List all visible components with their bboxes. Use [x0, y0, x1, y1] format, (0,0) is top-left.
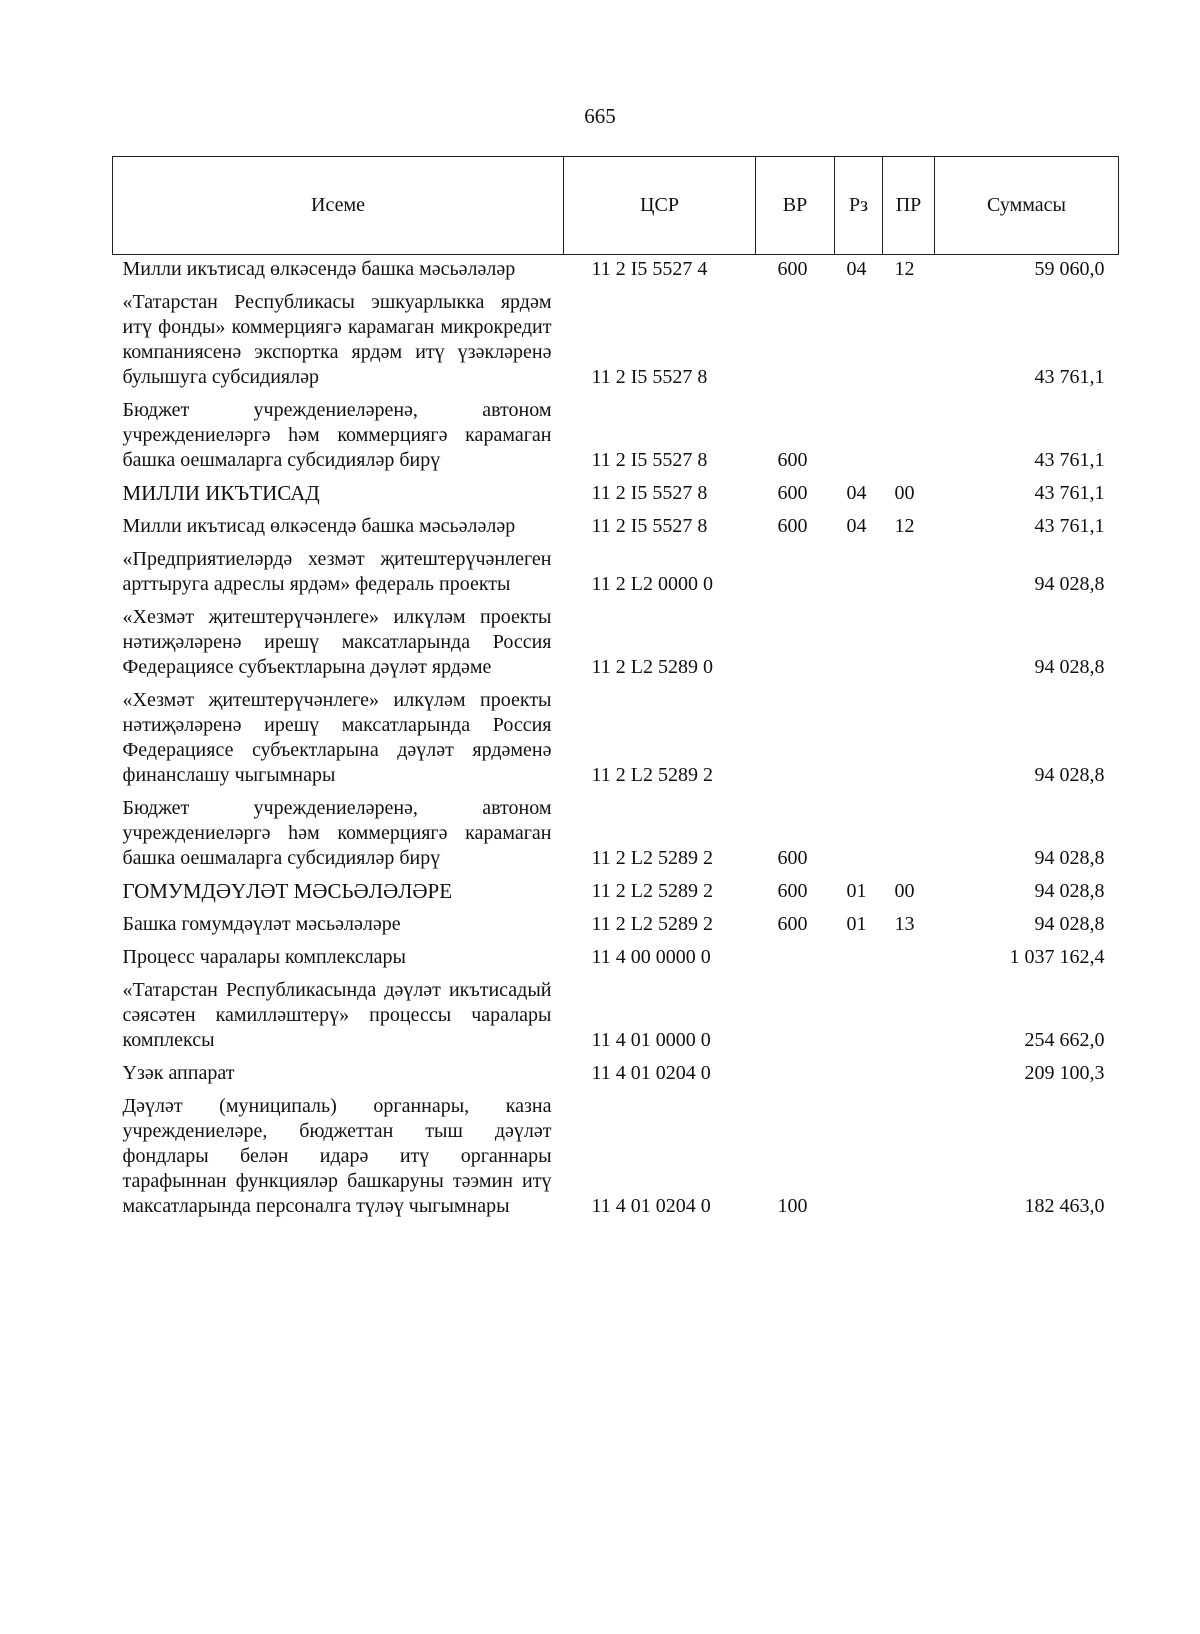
table-row — [113, 912, 1119, 945]
cell-name: «Татарстан Республикасында дәүләт икътисадый сәясәтен камилләштерү» процессы чаралары комплексы — [122, 979, 552, 1051]
cell-name: «Хезмәт җитештерүчәнлеге» илкүләм проекты нәтиҗәләренә ирешү максатларында Россия Федерациясе субъектларына дәүләт ярдәменә финанслашу чыгымнары — [122, 689, 552, 786]
cell-pr: 00 — [894, 482, 915, 504]
table-row — [113, 1094, 1119, 1227]
cell-csr: 11 4 01 0000 0 — [591, 1029, 711, 1051]
table-row — [113, 978, 1119, 1061]
cell-pr: 13 — [894, 913, 915, 935]
cell-vr — [756, 290, 835, 398]
cell-pr — [883, 290, 935, 398]
cell-vr: 600 — [777, 880, 808, 902]
header-vr: ВР — [756, 157, 835, 255]
cell-name: Милли икътисад өлкәсендә башка мәсьәләләр — [122, 515, 516, 537]
header-sum: Суммасы — [935, 157, 1119, 255]
page-number: 665 — [584, 104, 616, 128]
table-row — [113, 945, 1119, 978]
table-row — [113, 398, 1119, 481]
cell-rz — [835, 688, 883, 796]
cell-vr: 600 — [777, 482, 808, 504]
cell-sum: 43 761,1 — [1034, 366, 1105, 388]
header-csr: ЦСР — [564, 157, 756, 255]
budget-table — [112, 156, 1119, 1227]
cell-vr — [756, 547, 835, 605]
cell-rz — [835, 398, 883, 481]
cell-sum: 94 028,8 — [1034, 880, 1105, 902]
cell-sum: 94 028,8 — [1034, 913, 1105, 935]
cell-name: «Татарстан Республикасы эшкуарлыкка ярдәм итү фонды» коммерциягә карамаган микрокредит компаниясенә экспортка ярдәм итү үзәкләренә булышуга субсидияләр — [122, 291, 552, 388]
table-row — [113, 290, 1119, 398]
cell-sum: 94 028,8 — [1034, 656, 1105, 678]
table-row — [113, 547, 1119, 605]
cell-vr — [756, 605, 835, 688]
cell-csr: 11 2 L2 5289 2 — [591, 913, 713, 935]
cell-rz: 04 — [846, 482, 867, 504]
cell-rz: 01 — [846, 880, 867, 902]
cell-csr: 11 2 I5 5527 8 — [591, 449, 708, 471]
table-row — [113, 1061, 1119, 1094]
cell-name: «Предприятиеләрдә хезмәт җитештерүчәнлеген арттыруга адреслы ярдәм» федераль проекты — [122, 548, 552, 595]
cell-pr — [883, 398, 935, 481]
cell-csr: 11 2 L2 0000 0 — [591, 573, 713, 595]
cell-csr: 11 2 I5 5527 4 — [591, 258, 708, 280]
cell-rz — [835, 796, 883, 879]
cell-rz — [835, 945, 883, 978]
cell-sum: 254 662,0 — [1024, 1029, 1105, 1051]
cell-vr — [756, 945, 835, 978]
cell-pr — [883, 978, 935, 1061]
cell-rz — [835, 605, 883, 688]
cell-pr — [883, 605, 935, 688]
cell-name: Бюджет учреждениеләренә, автоном учреждениеләргә һәм коммерциягә карамаган башка оешмаларга субсидияләр бирү — [122, 399, 552, 471]
cell-sum: 94 028,8 — [1034, 847, 1105, 869]
cell-pr — [883, 1094, 935, 1227]
cell-name: Милли икътисад өлкәсендә башка мәсьәләләр — [122, 258, 516, 280]
cell-name: ГОМУМДӘҮЛӘТ МӘСЬӘЛӘЛӘРЕ — [122, 879, 453, 903]
table-row — [113, 481, 1119, 514]
cell-name: Процесс чаралары комплекслары — [122, 946, 406, 968]
cell-vr: 600 — [777, 258, 808, 280]
cell-csr: 11 2 L2 5289 0 — [591, 656, 713, 678]
table-body — [113, 255, 1119, 1228]
cell-sum: 43 761,1 — [1034, 515, 1105, 537]
cell-vr: 100 — [777, 1195, 808, 1217]
cell-csr: 11 2 I5 5527 8 — [591, 515, 708, 537]
table-row — [113, 879, 1119, 912]
cell-pr — [883, 945, 935, 978]
cell-pr — [883, 796, 935, 879]
cell-sum: 59 060,0 — [1034, 258, 1105, 280]
cell-vr — [756, 1061, 835, 1094]
cell-csr: 11 4 01 0204 0 — [591, 1062, 711, 1084]
cell-csr: 11 2 I5 5527 8 — [591, 366, 708, 388]
cell-sum: 94 028,8 — [1034, 764, 1105, 786]
cell-pr: 12 — [894, 258, 915, 280]
cell-vr: 600 — [777, 847, 808, 869]
header-name: Исеме — [113, 157, 564, 255]
cell-rz: 01 — [846, 913, 867, 935]
cell-rz — [835, 978, 883, 1061]
cell-vr — [756, 688, 835, 796]
cell-sum: 94 028,8 — [1034, 573, 1105, 595]
cell-pr: 00 — [894, 880, 915, 902]
cell-csr: 11 4 00 0000 0 — [591, 946, 711, 968]
cell-sum: 1 037 162,4 — [1009, 946, 1105, 968]
cell-vr: 600 — [777, 449, 808, 471]
cell-pr — [883, 688, 935, 796]
cell-csr: 11 2 L2 5289 2 — [591, 847, 713, 869]
table-header — [113, 157, 1119, 255]
cell-rz: 04 — [846, 515, 867, 537]
header-pr: ПР — [883, 157, 935, 255]
cell-csr: 11 4 01 0204 0 — [591, 1195, 711, 1217]
cell-vr: 600 — [777, 515, 808, 537]
cell-pr: 12 — [894, 515, 915, 537]
cell-sum: 43 761,1 — [1034, 449, 1105, 471]
header-rz: Рз — [835, 157, 883, 255]
cell-name: Үзәк аппарат — [122, 1062, 235, 1084]
cell-csr: 11 2 L2 5289 2 — [591, 880, 713, 902]
table-row — [113, 514, 1119, 547]
cell-csr: 11 2 I5 5527 8 — [591, 482, 708, 504]
budget-table-container — [112, 156, 1118, 1227]
cell-csr: 11 2 L2 5289 2 — [591, 764, 713, 786]
table-row — [113, 255, 1119, 291]
cell-pr — [883, 1061, 935, 1094]
cell-sum: 182 463,0 — [1024, 1195, 1105, 1217]
cell-name: «Хезмәт җитештерүчәнлеге» илкүләм проекты нәтиҗәләренә ирешү максатларында Россия Федерациясе субъектларына дәүләт ярдәме — [122, 606, 552, 678]
cell-name: Бюджет учреждениеләренә, автоном учреждениеләргә һәм коммерциягә карамаган башка оешмаларга субсидияләр бирү — [122, 797, 552, 869]
cell-rz — [835, 1094, 883, 1227]
cell-rz: 04 — [846, 258, 867, 280]
table-row — [113, 605, 1119, 688]
cell-sum: 209 100,3 — [1024, 1062, 1105, 1084]
table-row — [113, 688, 1119, 796]
cell-name: Дәүләт (муниципаль) органнары, казна учреждениеләре, бюджеттан тыш дәүләт фондлары белән идарә итү органнары тарафыннан функцияләр башкаруны тәэмин итү максатларында персоналга түләү чыгымнары — [122, 1095, 552, 1217]
table-row — [113, 796, 1119, 879]
cell-rz — [835, 290, 883, 398]
cell-vr — [756, 978, 835, 1061]
cell-vr: 600 — [777, 913, 808, 935]
cell-rz — [835, 547, 883, 605]
cell-pr — [883, 547, 935, 605]
cell-name: Башка гомумдәүләт мәсьәләләре — [122, 913, 401, 935]
cell-sum: 43 761,1 — [1034, 482, 1105, 504]
cell-rz — [835, 1061, 883, 1094]
cell-name: МИЛЛИ ИКЪТИСАД — [122, 481, 320, 505]
